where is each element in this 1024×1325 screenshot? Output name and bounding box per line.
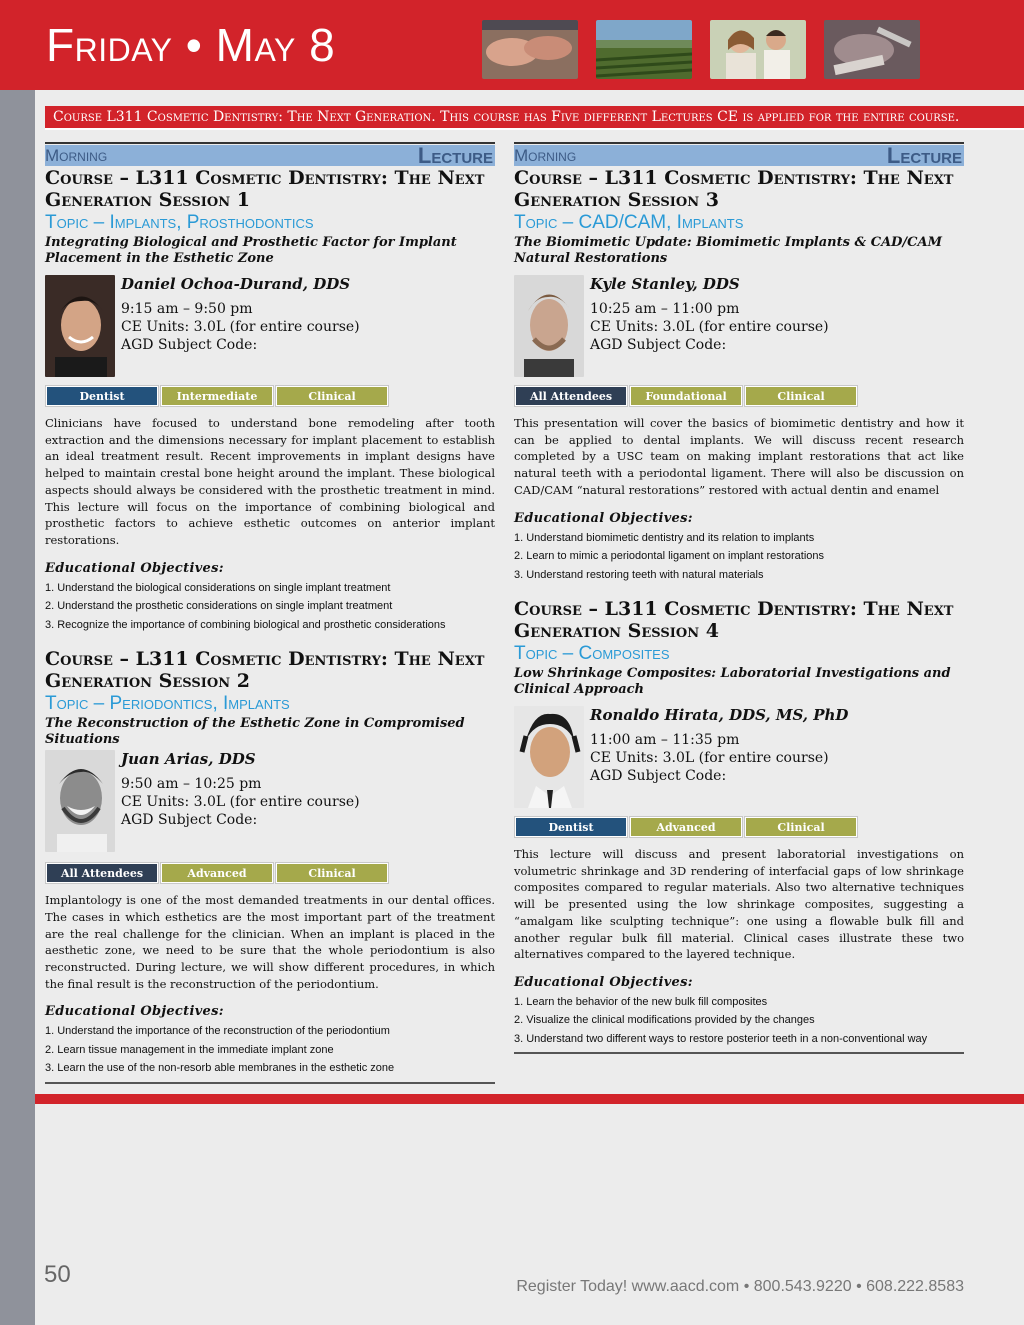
speaker-details (121, 775, 360, 829)
audience-tags (514, 385, 964, 407)
lecture-description: Clinicians have focused to understand bone remodeling after tooth extraction and the dimensions necessary for implant placement to establish an ideal treatment result. Recent improvements in implant designs have helped to maintain crestal bone height around the implant. These biological aspects should always be considered with the prosthetic treatment in mind. This lecture will focus on the importance of combining biological and prosthetic factors to achieve esthetic outcomes on anterior implant restorations. (45, 416, 495, 547)
topic-heading: Topic – Implants, Prosthodontics (45, 212, 314, 233)
objective-item: 2. Learn tissue management in the immediate implant zone (45, 1043, 334, 1056)
bottom-red-rule (35, 1094, 1024, 1104)
speaker-details (121, 300, 360, 354)
topic-heading: Topic – CAD/CAM, Implants (514, 212, 744, 233)
lecture-subtitle: The Reconstruction of the Esthetic Zone in Compromised Situations (45, 716, 465, 748)
topic-heading: Topic – Composites (514, 643, 670, 665)
session-bar (514, 145, 964, 166)
speaker-block (514, 704, 964, 812)
agd-code: AGD Subject Code: (590, 768, 727, 785)
objectives-heading: Educational Objectives: (514, 510, 693, 526)
objectives-heading: Educational Objectives: (45, 560, 224, 576)
level-tag: Foundational (630, 386, 742, 406)
speaker-block (45, 748, 495, 858)
course-title (45, 167, 495, 211)
footer-contact: Register Today! www.aacd.com • 800.543.9220 • 608.222.8583 (516, 1278, 964, 1295)
session-time: 9:15 am – 9:50 pm (121, 301, 253, 317)
course-banner-text: Course L311 Cosmetic Dentistry: The Next Generation. This course has Five different Lectures CE is applied for the entire course. (53, 109, 960, 125)
session-time: 11:00 am – 11:35 pm (590, 732, 740, 749)
course-title-line: Generation Session 1 (45, 189, 250, 211)
objective-item: 2. Visualize the clinical modifications provided by the changes (514, 1014, 815, 1027)
audience-tag: All Attendees (515, 386, 627, 406)
speaker-block (45, 273, 495, 381)
time-of-day-label: Morning (514, 146, 577, 165)
page-number: 50 (44, 1261, 71, 1288)
right-column (514, 142, 964, 1054)
speaker-block (514, 273, 964, 381)
objectives-list (45, 1022, 495, 1078)
objective-item: 1. Understand the importance of the reconstruction of the periodontium (45, 1025, 390, 1038)
agd-code: AGD Subject Code: (121, 337, 258, 353)
speaker-name: Daniel Ochoa-Durand, DDS (121, 275, 351, 293)
objectives-list (45, 579, 495, 635)
lecture-subtitle: The Biomimetic Update: Biomimetic Implants & CAD/CAM Natural Restorations (514, 235, 942, 266)
session-type-label: Lecture (886, 143, 962, 168)
objectives-heading: Educational Objectives: (514, 974, 693, 990)
page-header (0, 0, 1024, 90)
audience-tags (45, 862, 495, 884)
session-time: 9:50 am – 10:25 pm (121, 776, 262, 793)
speaker-name: Kyle Stanley, DDS (590, 275, 740, 293)
dental-tool-photo (824, 20, 920, 79)
ce-units: CE Units: 3.0L (for entire course) (121, 319, 360, 335)
course-title-line: Course – L311 Cosmetic Dentistry: The Next (45, 167, 485, 189)
column-end-rule (514, 1052, 964, 1054)
objective-item: 2. Learn to mimic a periodontal ligament on implant restorations (514, 550, 824, 563)
speaker-name: Ronaldo Hirata, DDS, MS, PhD (590, 706, 849, 725)
objective-item: 1. Learn the behavior of the new bulk fill composites (514, 995, 768, 1008)
session-time: 10:25 am – 11:00 pm (590, 301, 740, 317)
category-tag: Clinical (276, 863, 388, 883)
left-column (45, 142, 495, 1084)
lecture-subtitle: Integrating Biological and Prosthetic Factor for Implant Placement in the Esthetic Zone (45, 235, 457, 266)
audience-tag: All Attendees (46, 863, 158, 883)
course-title-line: Generation Session 3 (514, 189, 719, 211)
objectives-list (514, 993, 964, 1049)
course-title-line: Generation Session 2 (45, 670, 250, 693)
objective-item: 1. Understand biomimetic dentistry and its relation to implants (514, 531, 815, 544)
category-tag: Clinical (276, 386, 388, 406)
speaker-photo (45, 750, 115, 852)
agd-code: AGD Subject Code: (590, 337, 727, 353)
audience-tag: Dentist (515, 817, 627, 837)
vineyard-photo (596, 20, 692, 79)
speaker-details (590, 300, 829, 354)
ce-units: CE Units: 3.0L (for entire course) (121, 794, 360, 811)
objectives-heading: Educational Objectives: (45, 1004, 224, 1020)
course-title (514, 598, 964, 642)
speaker-photo (45, 275, 115, 377)
lecture-subtitle: Low Shrinkage Composites: Laboratorial Investigations and Clinical Approach (514, 666, 951, 698)
agd-code: AGD Subject Code: (121, 812, 258, 829)
course-title (514, 167, 964, 211)
speaker-photo (514, 706, 584, 808)
session-type-label: Lecture (417, 143, 493, 168)
hands-photo (482, 20, 578, 79)
column-end-rule (45, 1082, 495, 1084)
ce-units: CE Units: 3.0L (for entire course) (590, 750, 829, 767)
speaker-name: Juan Arias, DDS (121, 750, 256, 769)
level-tag: Advanced (630, 817, 742, 837)
objective-item: 2. Understand the prosthetic considerations on single implant treatment (45, 600, 393, 613)
speaker-photo (514, 275, 584, 377)
topic-heading: Topic – Periodontics, Implants (45, 693, 290, 715)
people-photo (710, 20, 806, 79)
audience-tags (45, 385, 495, 407)
objective-item: 3. Understand restoring teeth with natural materials (514, 568, 764, 581)
objective-item: 3. Understand two different ways to restore posterior teeth in a non-conventional way (514, 1032, 928, 1045)
session-bar (45, 145, 495, 166)
course-title-line: Generation Session 4 (514, 620, 719, 643)
objective-item: 3. Recognize the importance of combining biological and prosthetic considerations (45, 618, 446, 631)
speaker-details (590, 731, 829, 785)
objective-item: 3. Learn the use of the non-resorb able membranes in the esthetic zone (45, 1062, 395, 1075)
objectives-list (514, 529, 964, 585)
lecture-description: This lecture will discuss and present laboratorial investigations on volumetric shrinkage and 3D rendering of interfacial gaps of low shrinkage composites compared to regular materials. Also two alternative techniques will be presented using the low shrinkage composites, suggesting a “amalgam like sculpting technique”: one using a flowable bulk fill and another regular bulk fill material. Clinical cases illustrate these two alternatives compared to the layered technique. (514, 847, 964, 962)
lecture-description: Implantology is one of the most demanded treatments in our dental offices. The cases in which esthetics are the most important part of the treatment are the real challenge for the clinician. When an implant is placed in the aesthetic zone, we need to be sure that the whole periodontium is also reconstructed. During lecture, we will show different procedures, in which the final result is the reconstruction of the periodontium. (45, 893, 495, 991)
time-of-day-label: Morning (45, 146, 108, 165)
course-banner (45, 106, 1024, 130)
page-title: Friday • May 8 (46, 19, 336, 71)
objective-item: 1. Understand the biological considerations on single implant treatment (45, 581, 391, 594)
category-tag: Clinical (745, 817, 857, 837)
lecture-description: This presentation will cover the basics of biomimetic dentistry and how it can be applied to dental implants. We will discuss recent research completed by a USC team on making implant restorations that act like natural teeth with a periodontal ligament. There will also be discussion on CAD/CAM “natural restorations” restored with actual dentin and enamel (514, 416, 964, 497)
audience-tags (514, 816, 964, 838)
ce-units: CE Units: 3.0L (for entire course) (590, 319, 829, 335)
course-title-line: Course – L311 Cosmetic Dentistry: The Next (514, 598, 954, 621)
category-tag: Clinical (745, 386, 857, 406)
audience-tag: Dentist (46, 386, 158, 406)
course-title (45, 648, 495, 692)
course-title-line: Course – L311 Cosmetic Dentistry: The Next (514, 167, 954, 189)
level-tag: Advanced (161, 863, 273, 883)
left-margin-bar (0, 90, 35, 1325)
course-title-line: Course – L311 Cosmetic Dentistry: The Next (45, 648, 485, 671)
level-tag: Intermediate (161, 386, 273, 406)
